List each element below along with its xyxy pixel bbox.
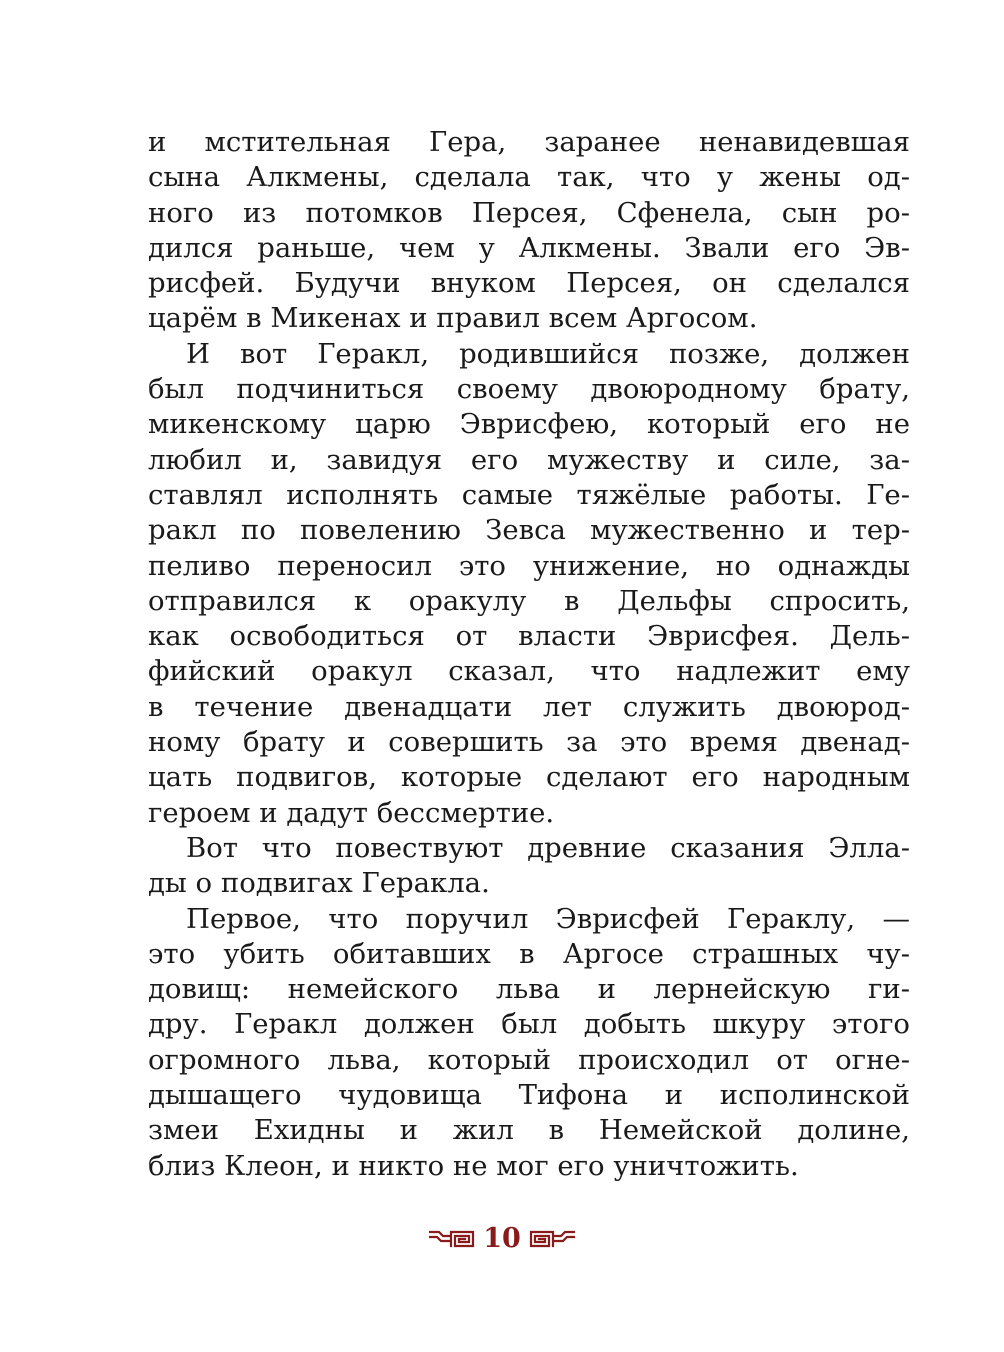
text-line: в течение двенадцати лет служить двоюрод- (148, 690, 910, 723)
text-line: как освободиться от власти Эврисфея. Дель- (148, 620, 910, 653)
text-line: царём в Микенах и правил всем Аргосом. (148, 302, 758, 335)
text-line: довищ: немейского льва и лернейскую ги- (148, 973, 910, 1006)
text-line: ставлял исполнять самые тяжёлые работы. Ге- (148, 478, 910, 511)
text-line: И вот Геракл, родившийся позже, должен (186, 337, 910, 370)
text-line: ного из потомков Персея, Сфенела, сын ро- (148, 196, 910, 229)
body-text (148, 125, 910, 1184)
text-line: змеи Ехидны и жил в Немейской долине, (148, 1114, 910, 1147)
page-number: 10 (483, 1223, 521, 1254)
text-line: сына Алкмены, сделала так, что у жены од- (148, 161, 910, 194)
text-line: был подчиниться своему двоюродному брату, (148, 373, 910, 406)
text-line: ды о подвигах Геракла. (148, 867, 490, 900)
text-line: и мстительная Гера, заранее ненавидевшая (148, 126, 910, 158)
text-line: отправился к оракулу в Дельфы спросить, (148, 584, 910, 617)
text-line: фийский оракул сказал, что надлежит ему (148, 655, 910, 688)
text-line: дился раньше, чем у Алкмены. Звали его Эв- (148, 231, 910, 264)
greek-key-left-icon (429, 1228, 475, 1250)
text-line: Первое, что поручил Эврисфей Гераклу, — (186, 902, 910, 935)
text-line: цать подвигов, которые сделают его народным (148, 761, 910, 794)
text-line: ракл по повелению Зевса мужественно и тер- (148, 514, 910, 547)
text-line: Вот что повествуют древние сказания Элла- (186, 831, 910, 864)
text-line: дышащего чудовища Тифона и исполинской (148, 1079, 910, 1112)
text-line: микенскому царю Эврисфею, который его не (148, 408, 910, 441)
text-line: рисфей. Будучи внуком Персея, он сделался (148, 267, 910, 300)
text-line: героем и дадут бессмертие. (148, 796, 555, 829)
text-line: дру. Геракл должен был добыть шкуру этого (148, 1008, 910, 1041)
text-line: любил и, завидуя его мужеству и силе, за- (148, 443, 910, 476)
text-line: пеливо переносил это унижение, но однажды (148, 549, 910, 582)
page-footer (0, 1224, 1004, 1254)
text-line: огромного льва, который происходил от огне- (148, 1043, 910, 1076)
text-line: ному брату и совершить за это время двенад- (148, 726, 910, 759)
greek-key-right-icon (529, 1228, 575, 1250)
text-line: близ Клеон, и никто не мог его уничтожить. (148, 1149, 799, 1182)
text-line: это убить обитавших в Аргосе страшных чу- (148, 937, 910, 970)
